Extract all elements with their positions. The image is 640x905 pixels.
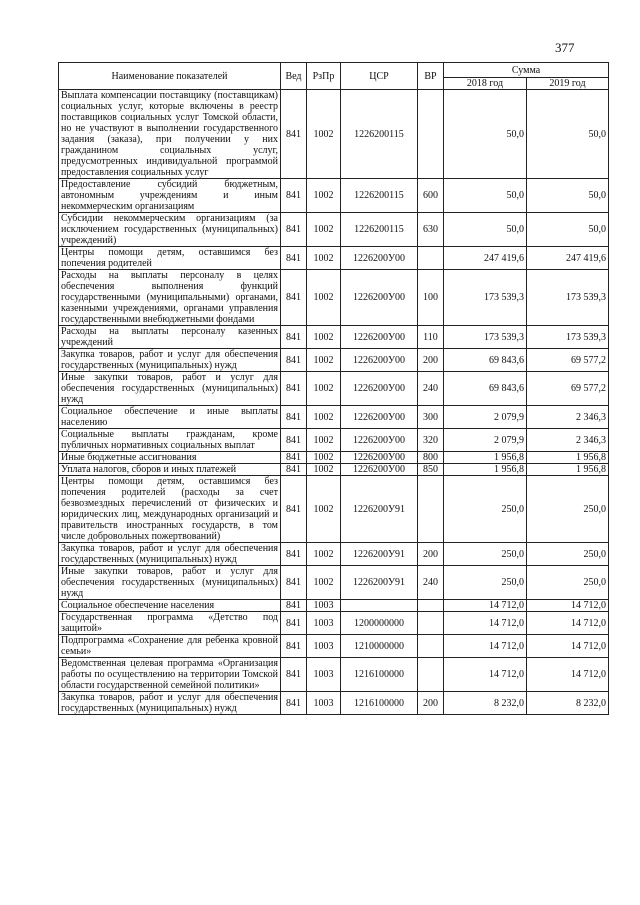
cell-csr: 1226200У00 (341, 372, 418, 406)
table-row (59, 270, 609, 326)
header-year-2018: 2018 год (444, 78, 527, 90)
cell-ved: 841 (281, 658, 307, 692)
cell-2019: 250,0 (527, 476, 609, 543)
cell-csr: 1226200115 (341, 90, 418, 179)
cell-name: Закупка товаров, работ и услуг для обеспечения государственных (муниципальных) нужд (59, 692, 281, 715)
cell-ved: 841 (281, 372, 307, 406)
header-rzpr: РзПр (307, 63, 341, 90)
cell-2018: 2 079,9 (444, 429, 527, 452)
cell-rzpr: 1002 (307, 90, 341, 179)
cell-ved: 841 (281, 635, 307, 658)
table-row (59, 349, 609, 372)
table-row (59, 179, 609, 213)
cell-rzpr: 1002 (307, 476, 341, 543)
header-ved: Вед (281, 63, 307, 90)
table-row (59, 635, 609, 658)
cell-2019: 247 419,6 (527, 247, 609, 270)
cell-vr: 100 (418, 270, 444, 326)
header-csr: ЦСР (341, 63, 418, 90)
cell-ved: 841 (281, 349, 307, 372)
cell-csr: 1226200У00 (341, 406, 418, 429)
cell-vr: 800 (418, 452, 444, 464)
cell-ved: 841 (281, 326, 307, 349)
table-row (59, 372, 609, 406)
page-number: 377 (555, 40, 575, 55)
cell-2018: 8 232,0 (444, 692, 527, 715)
cell-vr: 200 (418, 349, 444, 372)
table-row (59, 326, 609, 349)
cell-2019: 2 346,3 (527, 406, 609, 429)
cell-2018: 2 079,9 (444, 406, 527, 429)
header-name: Наименование показателей (59, 63, 281, 90)
cell-rzpr: 1003 (307, 600, 341, 612)
table-row (59, 566, 609, 600)
cell-rzpr: 1002 (307, 179, 341, 213)
cell-csr: 1226200У91 (341, 543, 418, 566)
cell-2018: 14 712,0 (444, 600, 527, 612)
cell-2018: 247 419,6 (444, 247, 527, 270)
cell-rzpr: 1003 (307, 612, 341, 635)
cell-vr: 320 (418, 429, 444, 452)
cell-ved: 841 (281, 429, 307, 452)
table-row (59, 452, 609, 464)
cell-vr: 200 (418, 543, 444, 566)
cell-2019: 69 577,2 (527, 349, 609, 372)
cell-vr: 240 (418, 372, 444, 406)
cell-rzpr: 1003 (307, 658, 341, 692)
table-row (59, 90, 609, 179)
cell-vr: 240 (418, 566, 444, 600)
cell-vr (418, 600, 444, 612)
cell-2018: 1 956,8 (444, 464, 527, 476)
table-row (59, 406, 609, 429)
cell-2019: 50,0 (527, 90, 609, 179)
cell-name: Социальное обеспечение и иные выплаты населению (59, 406, 281, 429)
cell-vr: 200 (418, 692, 444, 715)
cell-name: Иные закупки товаров, работ и услуг для обеспечения государственных (муниципальных) нужд (59, 372, 281, 406)
cell-ved: 841 (281, 476, 307, 543)
cell-2018: 173 539,3 (444, 326, 527, 349)
cell-name: Иные закупки товаров, работ и услуг для обеспечения государственных (муниципальных) нужд (59, 566, 281, 600)
cell-name: Расходы на выплаты персоналу в целях обеспечения выполнения функций государственными (муниципальными) органами, казенными учреждениями, органами управления государственными внебюджетными фондами (59, 270, 281, 326)
cell-vr: 600 (418, 179, 444, 213)
cell-ved: 841 (281, 543, 307, 566)
cell-2018: 173 539,3 (444, 270, 527, 326)
cell-ved: 841 (281, 270, 307, 326)
table-body (59, 90, 609, 715)
cell-rzpr: 1002 (307, 429, 341, 452)
cell-name: Иные бюджетные ассигнования (59, 452, 281, 464)
cell-name: Закупка товаров, работ и услуг для обеспечения государственных (муниципальных) нужд (59, 349, 281, 372)
cell-csr: 1226200У00 (341, 270, 418, 326)
cell-csr (341, 600, 418, 612)
cell-vr (418, 612, 444, 635)
cell-2018: 250,0 (444, 543, 527, 566)
cell-2019: 173 539,3 (527, 326, 609, 349)
cell-rzpr: 1002 (307, 566, 341, 600)
cell-vr (418, 247, 444, 270)
cell-vr (418, 658, 444, 692)
cell-ved: 841 (281, 213, 307, 247)
cell-csr: 1226200У00 (341, 452, 418, 464)
cell-name: Закупка товаров, работ и услуг для обеспечения государственных (муниципальных) нужд (59, 543, 281, 566)
cell-name: Ведомственная целевая программа «Организация работы по осуществлению на территории Томской области государственной семейной политики» (59, 658, 281, 692)
table-row (59, 476, 609, 543)
cell-2018: 50,0 (444, 90, 527, 179)
cell-2019: 1 956,8 (527, 452, 609, 464)
cell-2019: 14 712,0 (527, 635, 609, 658)
cell-csr: 1226200У00 (341, 349, 418, 372)
cell-2019: 14 712,0 (527, 600, 609, 612)
cell-ved: 841 (281, 247, 307, 270)
cell-2019: 2 346,3 (527, 429, 609, 452)
cell-2018: 50,0 (444, 213, 527, 247)
table-row (59, 658, 609, 692)
cell-2019: 1 956,8 (527, 464, 609, 476)
cell-ved: 841 (281, 406, 307, 429)
cell-name: Центры помощи детям, оставшимся без попечения родителей (59, 247, 281, 270)
cell-2018: 14 712,0 (444, 635, 527, 658)
cell-2019: 8 232,0 (527, 692, 609, 715)
cell-name: Социальные выплаты гражданам, кроме публичных нормативных социальных выплат (59, 429, 281, 452)
cell-csr: 1226200У91 (341, 566, 418, 600)
cell-name: Государственная программа «Детство под защитой» (59, 612, 281, 635)
table-row (59, 612, 609, 635)
cell-2019: 250,0 (527, 566, 609, 600)
cell-vr (418, 635, 444, 658)
cell-name: Центры помощи детям, оставшимся без попечения родителей (расходы за счет безвозмездных перечислений от физических и юридических лиц, международных организаций и правительств иностранных государств, в том числе добровольных пожертвований) (59, 476, 281, 543)
cell-vr (418, 476, 444, 543)
table-row (59, 692, 609, 715)
cell-vr: 300 (418, 406, 444, 429)
cell-ved: 841 (281, 452, 307, 464)
cell-2018: 250,0 (444, 476, 527, 543)
cell-rzpr: 1002 (307, 464, 341, 476)
cell-2018: 14 712,0 (444, 612, 527, 635)
cell-2019: 69 577,2 (527, 372, 609, 406)
cell-rzpr: 1002 (307, 452, 341, 464)
cell-ved: 841 (281, 692, 307, 715)
cell-rzpr: 1002 (307, 270, 341, 326)
cell-rzpr: 1002 (307, 543, 341, 566)
cell-ved: 841 (281, 90, 307, 179)
cell-2019: 173 539,3 (527, 270, 609, 326)
cell-vr: 630 (418, 213, 444, 247)
cell-2018: 14 712,0 (444, 658, 527, 692)
cell-csr: 1226200115 (341, 179, 418, 213)
cell-ved: 841 (281, 600, 307, 612)
cell-name: Предоставление субсидий бюджетным, автономным учреждениям и иным некоммерческим организациям (59, 179, 281, 213)
cell-csr: 1226200У00 (341, 429, 418, 452)
table-row (59, 213, 609, 247)
cell-ved: 841 (281, 612, 307, 635)
cell-rzpr: 1002 (307, 247, 341, 270)
cell-name: Социальное обеспечение населения (59, 600, 281, 612)
cell-name: Субсидии некоммерческим организациям (за исключением государственных (муниципальных) учреждений) (59, 213, 281, 247)
cell-vr: 850 (418, 464, 444, 476)
cell-name: Выплата компенсации поставщику (поставщикам) социальных услуг, которые включены в реестр поставщиков социальных услуг Томской области, но не участвуют в выполнении государственного задания (заказа), при получении у них гражданином социальных услуг, предусмотренных индивидуальной программой предоставления социальных услуг (59, 90, 281, 179)
cell-ved: 841 (281, 566, 307, 600)
cell-2019: 14 712,0 (527, 658, 609, 692)
table-row (59, 464, 609, 476)
cell-rzpr: 1002 (307, 213, 341, 247)
cell-2018: 50,0 (444, 179, 527, 213)
header-sum: Сумма (444, 63, 609, 78)
table-row (59, 600, 609, 612)
cell-name: Расходы на выплаты персоналу казенных учреждений (59, 326, 281, 349)
budget-table (58, 62, 609, 715)
cell-rzpr: 1002 (307, 406, 341, 429)
cell-csr: 1226200У91 (341, 476, 418, 543)
cell-csr: 1226200115 (341, 213, 418, 247)
cell-ved: 841 (281, 179, 307, 213)
cell-csr: 1216100000 (341, 658, 418, 692)
cell-vr: 110 (418, 326, 444, 349)
cell-csr: 1226200У00 (341, 326, 418, 349)
cell-2018: 69 843,6 (444, 349, 527, 372)
cell-name: Подпрограмма «Сохранение для ребенка кровной семьи» (59, 635, 281, 658)
cell-rzpr: 1003 (307, 692, 341, 715)
cell-2018: 69 843,6 (444, 372, 527, 406)
cell-rzpr: 1003 (307, 635, 341, 658)
cell-2019: 50,0 (527, 179, 609, 213)
cell-rzpr: 1002 (307, 372, 341, 406)
table-row (59, 543, 609, 566)
cell-ved: 841 (281, 464, 307, 476)
cell-2018: 1 956,8 (444, 452, 527, 464)
cell-csr: 1200000000 (341, 612, 418, 635)
cell-rzpr: 1002 (307, 326, 341, 349)
cell-2018: 250,0 (444, 566, 527, 600)
table-row (59, 429, 609, 452)
header-year-2019: 2019 год (527, 78, 609, 90)
cell-2019: 250,0 (527, 543, 609, 566)
table-row (59, 247, 609, 270)
cell-vr (418, 90, 444, 179)
cell-2019: 14 712,0 (527, 612, 609, 635)
cell-csr: 1226200У00 (341, 247, 418, 270)
header-vr: ВР (418, 63, 444, 90)
cell-2019: 50,0 (527, 213, 609, 247)
cell-csr: 1216100000 (341, 692, 418, 715)
cell-rzpr: 1002 (307, 349, 341, 372)
cell-name: Уплата налогов, сборов и иных платежей (59, 464, 281, 476)
cell-csr: 1210000000 (341, 635, 418, 658)
cell-csr: 1226200У00 (341, 464, 418, 476)
